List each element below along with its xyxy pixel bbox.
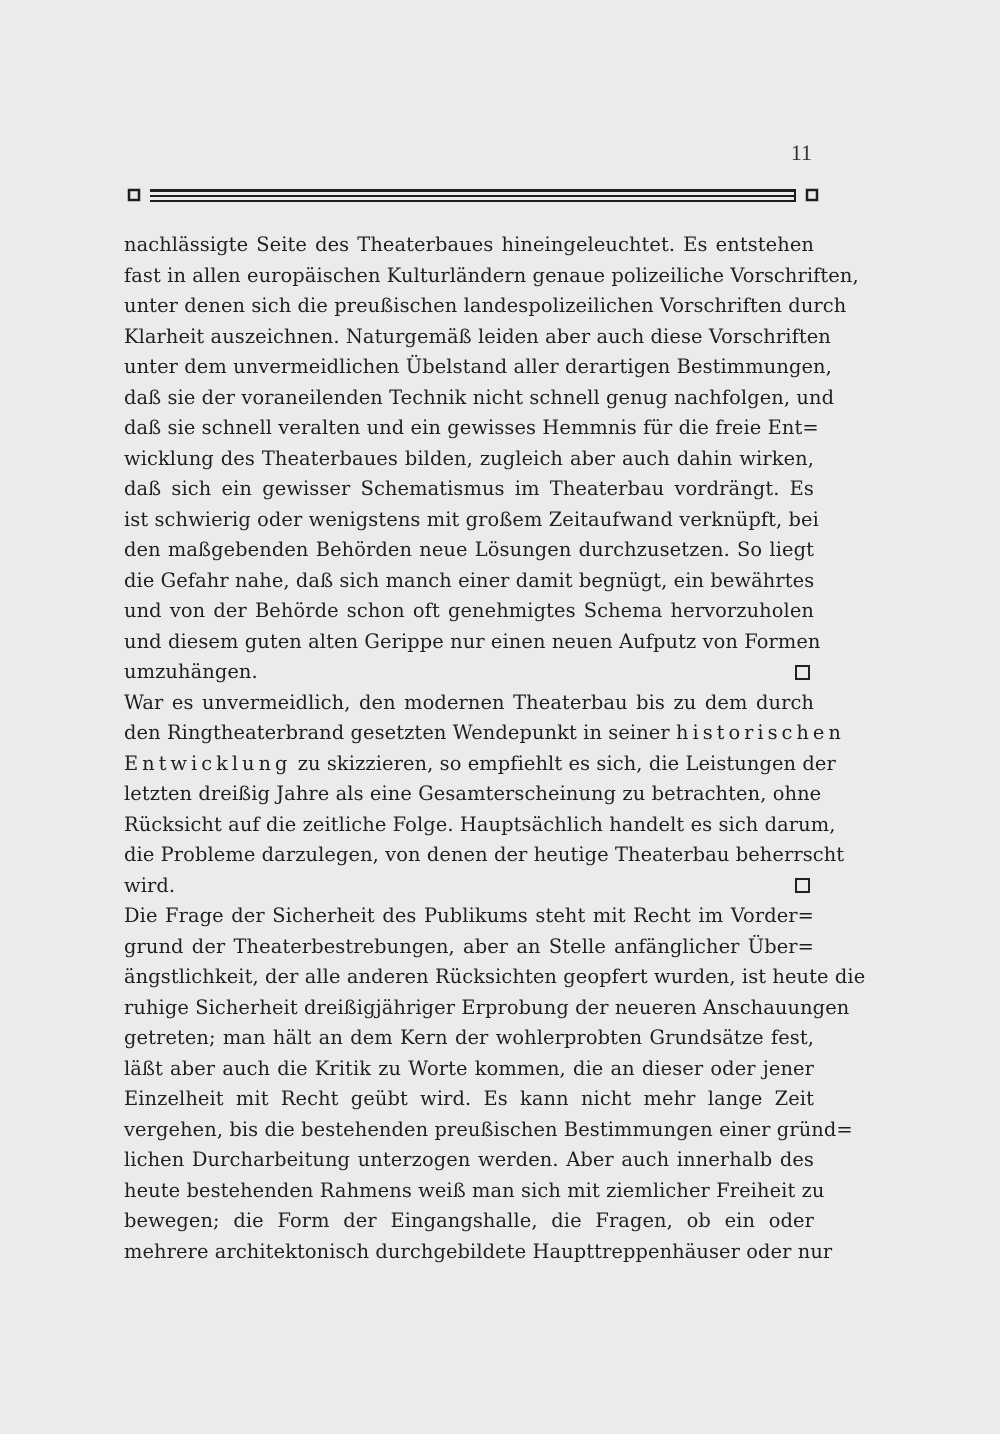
text-line: bewegen; die Form der Eingangshalle, die Fragen, ob ein oder <box>124 1209 814 1232</box>
paragraph-end-line <box>124 871 814 902</box>
text-line: Die Frage der Sicherheit des Publikums steht mit Recht im Vorder= <box>124 904 814 927</box>
body-text <box>124 230 866 1267</box>
text-line: vergehen, bis die bestehenden preußischen Bestimmungen einer gründ= <box>124 1117 853 1141</box>
text-line: heute bestehenden Rahmens weiß man sich mit ziemlicher Freiheit zu <box>124 1178 825 1202</box>
text-segment: den Ringtheaterbrand gesetzten Wendepunkt in seiner <box>124 721 670 744</box>
text-line: fast in allen europäischen Kulturländern genaue polizeiliche Vorschriften, <box>124 263 859 287</box>
header-ornament-rule <box>128 186 820 206</box>
text-line-emphasis <box>124 718 845 749</box>
text-line: wicklung des Theaterbaues bilden, zugleich aber auch dahin wirken, <box>124 446 814 470</box>
text-line-end: wird. <box>124 873 176 897</box>
text-line: letzten dreißig Jahre als eine Gesamterscheinung zu betrachten, ohne <box>124 782 822 805</box>
text-line: ängstlichkeit, der alle anderen Rücksichten geopfert wurden, ist heute die <box>124 965 866 988</box>
spaced-emphasis: Entwicklung <box>124 751 292 775</box>
text-line: den maßgebenden Behörden neue Lösungen durchzusetzen. So liegt <box>124 538 814 561</box>
paragraph-end-line <box>124 657 814 688</box>
text-line: und diesem guten alten Gerippe nur einen neuen Aufputz von Formen <box>124 629 821 653</box>
text-line: lichen Durcharbeitung unterzogen werden. Aber auch innerhalb des <box>124 1148 814 1171</box>
text-segment: zu skizzieren, so empfiehlt es sich, die Leistungen der <box>297 751 836 775</box>
text-line: daß sie der voraneilenden Technik nicht schnell genug nachfolgen, und <box>124 385 835 409</box>
page-number: 11 <box>790 140 812 165</box>
text-line: Rücksicht auf die zeitliche Folge. Hauptsächlich handelt es sich darum, <box>124 812 836 836</box>
text-line: nachlässigte Seite des Theaterbaues hineingeleuchtet. Es entstehen <box>124 233 814 256</box>
text-line: getreten; man hält an dem Kern der wohlerprobten Grundsätze fest, <box>124 1026 814 1049</box>
text-line: mehrere architektonisch durchgebildete Haupttreppenhäuser oder nur <box>124 1239 833 1263</box>
text-line: ruhige Sicherheit dreißigjähriger Erprobung der neueren Anschauungen <box>124 995 850 1019</box>
text-line: grund der Theaterbestrebungen, aber an Stelle anfänglicher Über= <box>124 934 814 958</box>
text-line: Einzelheit mit Recht geübt wird. Es kann nicht mehr lange Zeit <box>124 1087 814 1110</box>
text-line: unter dem unvermeidlichen Übelstand aller derartigen Bestimmungen, <box>124 355 832 378</box>
text-line: War es unvermeidlich, den modernen Theaterbau bis zu dem durch <box>124 690 814 714</box>
paragraph-end-square-icon <box>795 665 810 680</box>
text-line: unter denen sich die preußischen landespolizeilichen Vorschriften durch <box>124 294 847 317</box>
text-line: und von der Behörde schon oft genehmigtes Schema hervorzuholen <box>124 599 814 622</box>
text-line: die Gefahr nahe, daß sich manch einer damit begnügt, ein bewährtes <box>124 568 815 592</box>
text-line-emphasis <box>124 749 836 780</box>
spaced-emphasis: historischen <box>676 721 845 744</box>
text-line: läßt aber auch die Kritik zu Worte kommen, die an dieser oder jener <box>124 1056 814 1080</box>
text-line-end: umzuhängen. <box>124 660 258 683</box>
text-line: daß sich ein gewisser Schematismus im Theaterbau vordrängt. Es <box>124 477 814 500</box>
text-line: die Probleme darzulegen, von denen der heutige Theaterbau beherrscht <box>124 843 845 866</box>
paragraph-end-square-icon <box>795 878 810 893</box>
text-line: Klarheit auszeichnen. Naturgemäß leiden aber auch diese Vorschriften <box>124 324 831 348</box>
text-line: ist schwierig oder wenigstens mit großem Zeitaufwand verknüpft, bei <box>124 507 819 531</box>
text-line: daß sie schnell veralten und ein gewisses Hemmnis für die freie Ent= <box>124 416 819 439</box>
